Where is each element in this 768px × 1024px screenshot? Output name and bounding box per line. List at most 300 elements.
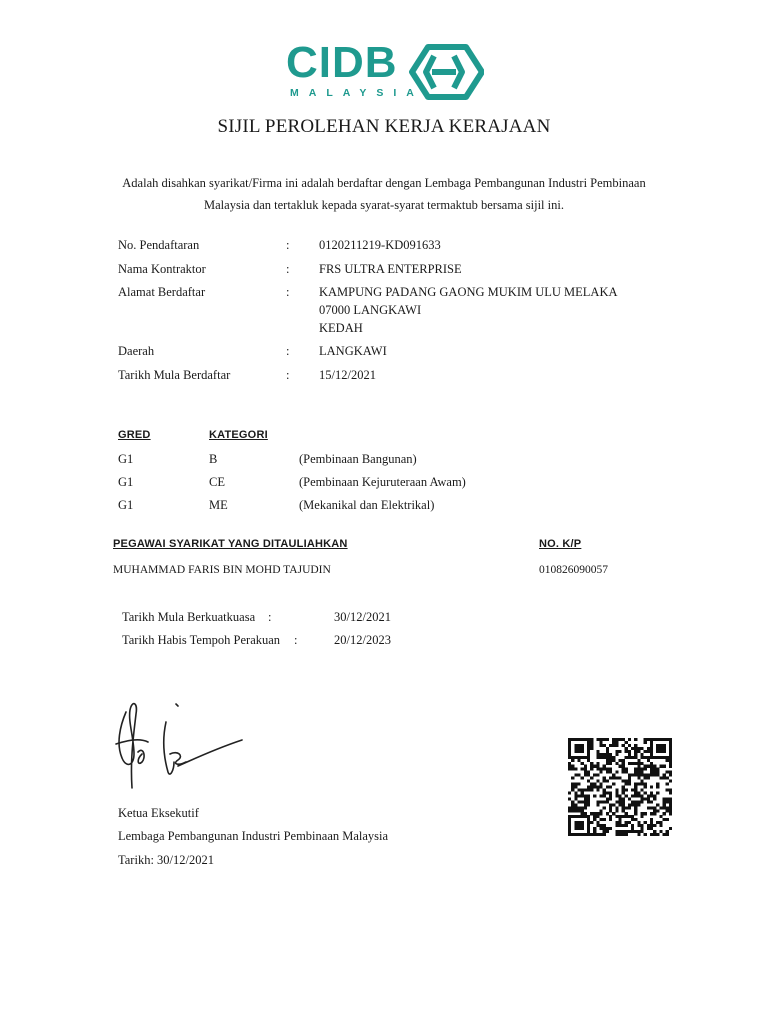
qr-module <box>637 750 640 753</box>
qr-module <box>600 744 603 747</box>
label-expiry: Tarikh Habis Tempoh Perakuan <box>122 633 281 647</box>
qr-module <box>615 791 618 794</box>
qr-module <box>659 806 662 809</box>
qr-module <box>650 744 653 747</box>
qr-module <box>581 768 584 771</box>
qr-module <box>581 791 584 794</box>
qr-module <box>669 800 672 803</box>
qr-module <box>634 747 637 750</box>
qr-module <box>568 791 571 794</box>
qr-module <box>587 833 590 836</box>
qr-module <box>622 806 625 809</box>
qr-module <box>603 818 606 821</box>
qr-module <box>625 741 628 744</box>
qr-module <box>659 747 662 750</box>
logo-country-text: MALAYSIA <box>290 87 424 99</box>
value-effective-start: 30/12/2021 <box>334 610 391 624</box>
qr-module <box>653 768 656 771</box>
qr-module <box>637 830 640 833</box>
qr-module <box>581 794 584 797</box>
qr-module <box>568 744 571 747</box>
qr-code-icon <box>568 738 672 836</box>
qr-module <box>615 833 618 836</box>
qr-module <box>606 797 609 800</box>
qr-module <box>606 780 609 783</box>
qr-module <box>644 797 647 800</box>
qr-module <box>577 774 580 777</box>
qr-module <box>596 786 599 789</box>
qr-module <box>644 741 647 744</box>
qr-module <box>568 827 571 830</box>
qr-module <box>615 815 618 818</box>
qr-module <box>663 756 666 759</box>
qr-module <box>628 756 631 759</box>
qr-module <box>622 797 625 800</box>
qr-module <box>568 753 571 756</box>
qr-module <box>612 774 615 777</box>
qr-module <box>669 803 672 806</box>
qr-module <box>618 765 621 768</box>
qr-module <box>653 756 656 759</box>
qr-module <box>640 815 643 818</box>
qr-module <box>644 821 647 824</box>
value-expiry: 20/12/2023 <box>334 633 391 647</box>
qr-module <box>628 797 631 800</box>
qr-module <box>650 762 653 765</box>
qr-module <box>631 818 634 821</box>
qr-module <box>581 806 584 809</box>
colon: : <box>286 344 290 358</box>
qr-module <box>634 756 637 759</box>
qr-module <box>590 738 593 741</box>
qr-module <box>574 833 577 836</box>
qr-module <box>568 768 571 771</box>
qr-module <box>628 753 631 756</box>
qr-module <box>574 824 577 827</box>
qr-module <box>568 762 571 765</box>
qr-module <box>637 800 640 803</box>
qr-module <box>650 771 653 774</box>
qr-module <box>574 747 577 750</box>
category-cell: ME <box>209 498 228 512</box>
qr-module <box>615 824 618 827</box>
qr-module <box>587 774 590 777</box>
qr-module <box>590 765 593 768</box>
qr-module <box>609 753 612 756</box>
qr-module <box>596 803 599 806</box>
label-district: Daerah <box>118 344 155 358</box>
qr-module <box>606 830 609 833</box>
qr-module <box>618 818 621 821</box>
qr-module <box>656 750 659 753</box>
qr-module <box>650 765 653 768</box>
qr-module <box>609 759 612 762</box>
qr-module <box>650 821 653 824</box>
signatory-organisation: Lembaga Pembangunan Industri Pembinaan Malaysia <box>118 829 389 843</box>
qr-module <box>587 759 590 762</box>
qr-module <box>596 768 599 771</box>
qr-module <box>581 747 584 750</box>
qr-module <box>577 815 580 818</box>
qr-module <box>628 774 631 777</box>
qr-module <box>587 821 590 824</box>
qr-module <box>644 765 647 768</box>
qr-module <box>622 768 625 771</box>
qr-module <box>631 788 634 791</box>
qr-module <box>603 800 606 803</box>
qr-module <box>596 756 599 759</box>
qr-module <box>577 738 580 741</box>
qr-module <box>625 812 628 815</box>
qr-module <box>618 803 621 806</box>
qr-module <box>637 824 640 827</box>
intro-line-2: Malaysia dan tertakluk kepada syarat-syarat termaktub bersama sijil ini. <box>204 198 564 212</box>
qr-module <box>600 809 603 812</box>
qr-module <box>631 800 634 803</box>
qr-module <box>590 762 593 765</box>
qr-module <box>600 812 603 815</box>
qr-module <box>659 821 662 824</box>
qr-module <box>603 794 606 797</box>
qr-module <box>663 765 666 768</box>
qr-module <box>656 833 659 836</box>
qr-module <box>650 791 653 794</box>
qr-module <box>587 747 590 750</box>
qr-module <box>574 738 577 741</box>
qr-module <box>593 786 596 789</box>
qr-module <box>568 809 571 812</box>
qr-module <box>653 806 656 809</box>
label-effective-start: Tarikh Mula Berkuatkuasa <box>122 610 256 624</box>
qr-module <box>587 756 590 759</box>
qr-module <box>647 765 650 768</box>
qr-module <box>625 768 628 771</box>
qr-module <box>609 809 612 812</box>
officer-name: MUHAMMAD FARIS BIN MOHD TAJUDIN <box>113 564 331 576</box>
qr-module <box>587 803 590 806</box>
qr-module <box>650 827 653 830</box>
qr-module <box>606 750 609 753</box>
qr-module <box>596 780 599 783</box>
qr-module <box>596 824 599 827</box>
qr-module <box>584 765 587 768</box>
qr-module <box>663 738 666 741</box>
qr-module <box>653 738 656 741</box>
qr-module <box>637 777 640 780</box>
qr-module <box>666 783 669 786</box>
qr-module <box>596 774 599 777</box>
qr-module <box>584 794 587 797</box>
qr-module <box>603 788 606 791</box>
qr-module <box>622 765 625 768</box>
qr-module <box>600 771 603 774</box>
qr-module <box>584 833 587 836</box>
qr-module <box>653 830 656 833</box>
qr-module <box>609 762 612 765</box>
qr-module <box>593 830 596 833</box>
qr-module <box>634 794 637 797</box>
qr-module <box>622 780 625 783</box>
qr-module <box>650 753 653 756</box>
qr-module <box>615 777 618 780</box>
qr-module <box>666 818 669 821</box>
qr-module <box>612 741 615 744</box>
qr-module <box>587 750 590 753</box>
qr-module <box>609 797 612 800</box>
qr-module <box>622 830 625 833</box>
qr-module <box>615 750 618 753</box>
qr-module <box>663 833 666 836</box>
qr-module <box>634 783 637 786</box>
qr-module <box>669 753 672 756</box>
qr-module <box>593 827 596 830</box>
qr-module <box>577 809 580 812</box>
qr-module <box>656 783 659 786</box>
qr-module <box>663 806 666 809</box>
qr-module <box>593 765 596 768</box>
qr-module <box>622 815 625 818</box>
qr-module <box>669 806 672 809</box>
category-cell: CE <box>209 475 225 489</box>
qr-module <box>622 759 625 762</box>
qr-module <box>669 827 672 830</box>
qr-module <box>637 791 640 794</box>
qr-module <box>659 756 662 759</box>
qr-module <box>647 827 650 830</box>
qr-module <box>615 771 618 774</box>
qr-module <box>622 791 625 794</box>
qr-module <box>606 827 609 830</box>
qr-module <box>647 797 650 800</box>
qr-module <box>640 800 643 803</box>
qr-module <box>612 783 615 786</box>
qr-module <box>631 827 634 830</box>
qr-module <box>628 738 631 741</box>
qr-module <box>666 797 669 800</box>
qr-module <box>663 744 666 747</box>
qr-module <box>603 768 606 771</box>
qr-module <box>606 753 609 756</box>
value-address-line-2: 07000 LANGKAWI <box>319 303 422 317</box>
qr-module <box>656 821 659 824</box>
qr-module <box>659 738 662 741</box>
qr-module <box>628 780 631 783</box>
label-contractor-name: Nama Kontraktor <box>118 262 206 276</box>
qr-module <box>622 833 625 836</box>
qr-module <box>615 806 618 809</box>
qr-module <box>603 744 606 747</box>
qr-module <box>631 803 634 806</box>
qr-module <box>653 774 656 777</box>
qr-module <box>625 815 628 818</box>
qr-module <box>644 768 647 771</box>
qr-module <box>606 759 609 762</box>
value-address-line-1: KAMPUNG PADANG GAONG MUKIM ULU MELAKA <box>319 285 618 299</box>
qr-module <box>634 800 637 803</box>
qr-module <box>577 759 580 762</box>
qr-module <box>644 791 647 794</box>
qr-module <box>577 806 580 809</box>
qr-module <box>669 762 672 765</box>
qr-module <box>622 786 625 789</box>
qr-module <box>568 738 571 741</box>
value-registration-start-date: 15/12/2021 <box>319 368 376 382</box>
qr-module <box>634 771 637 774</box>
qr-module <box>581 738 584 741</box>
qr-module <box>663 800 666 803</box>
qr-module <box>603 765 606 768</box>
qr-module <box>637 768 640 771</box>
qr-module <box>587 780 590 783</box>
qr-module <box>574 797 577 800</box>
grade-cell: G1 <box>118 475 134 489</box>
qr-module <box>618 830 621 833</box>
qr-module <box>669 741 672 744</box>
qr-module <box>600 824 603 827</box>
qr-module <box>584 815 587 818</box>
qr-module <box>666 771 669 774</box>
qr-module <box>574 791 577 794</box>
qr-module <box>669 747 672 750</box>
qr-module <box>650 747 653 750</box>
qr-module <box>596 800 599 803</box>
qr-module <box>640 771 643 774</box>
qr-module <box>574 786 577 789</box>
qr-module <box>653 765 656 768</box>
qr-module <box>669 774 672 777</box>
category-description: (Mekanikal dan Elektrikal) <box>299 498 435 512</box>
qr-module <box>640 768 643 771</box>
qr-module <box>669 750 672 753</box>
signature-image <box>108 692 248 796</box>
qr-module <box>631 830 634 833</box>
qr-module <box>568 765 571 768</box>
qr-module <box>634 830 637 833</box>
qr-module <box>615 753 618 756</box>
qr-module <box>600 783 603 786</box>
label-registration-start-date: Tarikh Mula Berdaftar <box>118 368 231 382</box>
qr-module <box>612 756 615 759</box>
qr-module <box>644 786 647 789</box>
qr-module <box>603 791 606 794</box>
qr-module <box>650 768 653 771</box>
qr-module <box>663 777 666 780</box>
qr-module <box>656 768 659 771</box>
qr-module <box>659 744 662 747</box>
qr-module <box>644 756 647 759</box>
qr-module <box>622 771 625 774</box>
qr-module <box>618 833 621 836</box>
qr-module <box>644 783 647 786</box>
qr-module <box>612 812 615 815</box>
qr-module <box>640 747 643 750</box>
qr-module <box>628 750 631 753</box>
qr-module <box>640 780 643 783</box>
qr-module <box>656 786 659 789</box>
qr-module <box>647 824 650 827</box>
qr-module <box>568 797 571 800</box>
qr-module <box>584 788 587 791</box>
qr-module <box>603 830 606 833</box>
qr-module <box>669 809 672 812</box>
qr-module <box>587 741 590 744</box>
qr-module <box>634 786 637 789</box>
qr-module <box>603 806 606 809</box>
qr-module <box>625 794 628 797</box>
qr-module <box>584 812 587 815</box>
qr-module <box>603 777 606 780</box>
qr-module <box>590 747 593 750</box>
qr-module <box>596 812 599 815</box>
qr-module <box>612 803 615 806</box>
qr-module <box>644 750 647 753</box>
qr-module <box>577 800 580 803</box>
qr-module <box>625 830 628 833</box>
qr-module <box>609 777 612 780</box>
signatory-title: Ketua Eksekutif <box>118 806 199 820</box>
qr-module <box>656 747 659 750</box>
qr-module <box>666 759 669 762</box>
qr-module <box>618 815 621 818</box>
qr-module <box>593 794 596 797</box>
qr-module <box>596 765 599 768</box>
qr-module <box>609 786 612 789</box>
value-district: LANGKAWI <box>319 344 387 358</box>
qr-module <box>625 780 628 783</box>
qr-module <box>653 824 656 827</box>
qr-module <box>644 774 647 777</box>
qr-module <box>600 800 603 803</box>
qr-module <box>656 744 659 747</box>
qr-module <box>622 788 625 791</box>
qr-module <box>609 794 612 797</box>
qr-module <box>612 759 615 762</box>
qr-module <box>581 821 584 824</box>
qr-module <box>606 768 609 771</box>
qr-module <box>577 821 580 824</box>
qr-module <box>612 738 615 741</box>
qr-module <box>571 759 574 762</box>
qr-module <box>631 794 634 797</box>
qr-module <box>622 744 625 747</box>
qr-module <box>584 768 587 771</box>
qr-module <box>640 794 643 797</box>
qr-module <box>568 741 571 744</box>
qr-module <box>640 827 643 830</box>
qr-module <box>618 800 621 803</box>
qr-module <box>669 738 672 741</box>
qr-module <box>600 833 603 836</box>
header-gred: GRED <box>118 429 151 441</box>
qr-module <box>615 741 618 744</box>
qr-module <box>593 783 596 786</box>
qr-module <box>603 756 606 759</box>
qr-module <box>581 833 584 836</box>
qr-module <box>618 738 621 741</box>
qr-module <box>571 765 574 768</box>
header-kategori: KATEGORI <box>209 429 268 441</box>
qr-module <box>634 818 637 821</box>
qr-module <box>666 833 669 836</box>
officer-ic-no: 010826090057 <box>539 564 608 576</box>
qr-module <box>666 806 669 809</box>
qr-module <box>615 762 618 765</box>
header-officer-name: PEGAWAI SYARIKAT YANG DITAULIAHKAN <box>113 538 348 550</box>
qr-module <box>571 788 574 791</box>
qr-module <box>603 753 606 756</box>
qr-module <box>568 833 571 836</box>
qr-module <box>634 809 637 812</box>
